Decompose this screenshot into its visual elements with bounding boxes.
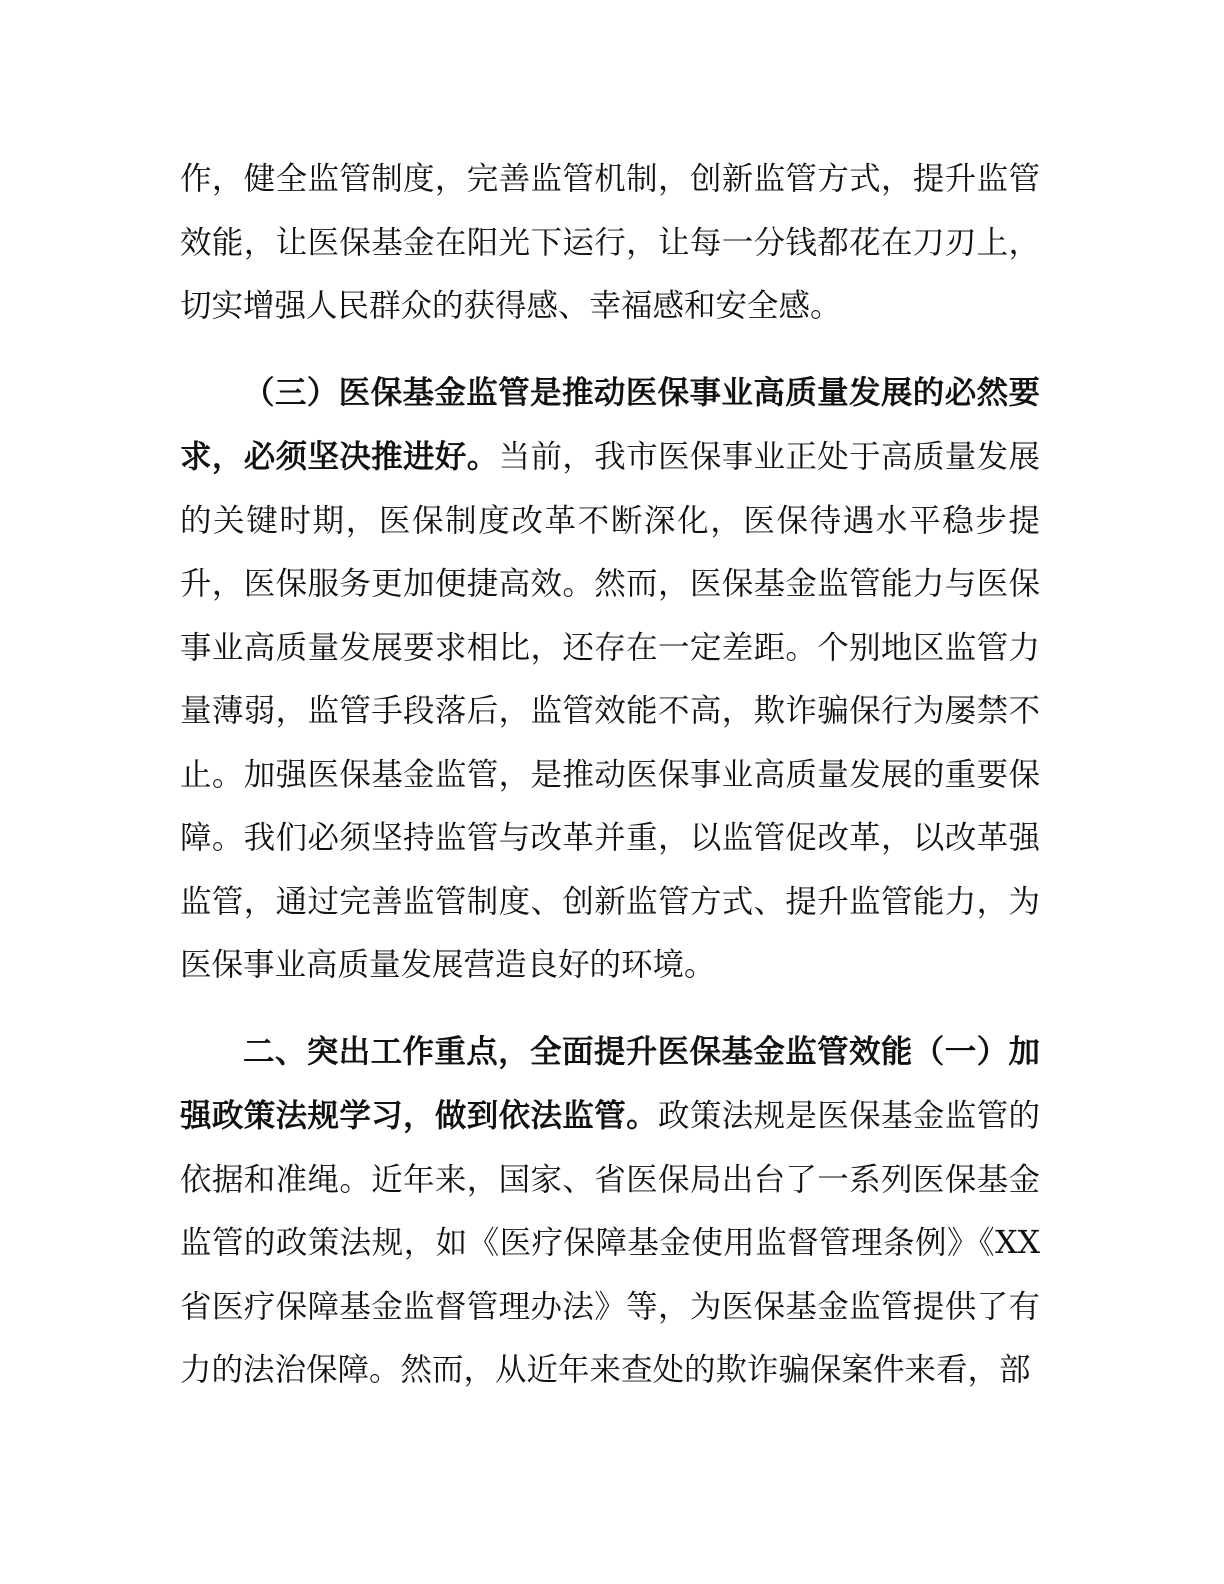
document-page bbox=[180, 148, 1040, 1403]
paragraph-2 bbox=[180, 361, 1040, 998]
paragraph-1 bbox=[180, 148, 1040, 339]
paragraph-3-text: 政策法规是医保基金监管的依据和准绳。近年来，国家、省医保局出台了一系列医保基金监管的政策法规，如《医疗保障基金使用监督管理条例》《XX省医疗保障基金监督管理办法》等，为医保基金监管提供了有力的法治保障。然而，从近年来查处的欺诈骗保案件来看，部 bbox=[180, 1098, 1040, 1388]
paragraph-1-text: 作，健全监管制度，完善监管机制，创新监管方式，提升监管效能，让医保基金在阳光下运行，让每一分钱都花在刀刃上，切实增强人民群众的获得感、幸福感和安全感。 bbox=[180, 161, 1040, 324]
paragraph-3-heading: 二、突出工作重点，全面提升医保基金监管效能（一）加强政策法规学习，做到依法监管。 bbox=[180, 1032, 1040, 1134]
paragraph-2-text: 当前，我市医保事业正处于高质量发展的关键时期，医保制度改革不断深化，医保待遇水平稳步提升，医保服务更加便捷高效。然而，医保基金监管能力与医保事业高质量发展要求相比，还存在一定差距。个别地区监管力量薄弱，监管手段落后，监管效能不高，欺诈骗保行为屡禁不止。加强医保基金监管，是推动医保事业高质量发展的重要保障。我们必须坚持监管与改革并重，以监管促改革，以改革强监管，通过完善监管制度、创新监管方式、提升监管能力，为医保事业高质量发展营造良好的环境。 bbox=[180, 439, 1040, 983]
paragraph-3 bbox=[180, 1020, 1040, 1403]
paragraph-2-heading: （三）医保基金监管是推动医保事业高质量发展的必然要求，必须坚决推进好。 bbox=[180, 373, 1040, 475]
